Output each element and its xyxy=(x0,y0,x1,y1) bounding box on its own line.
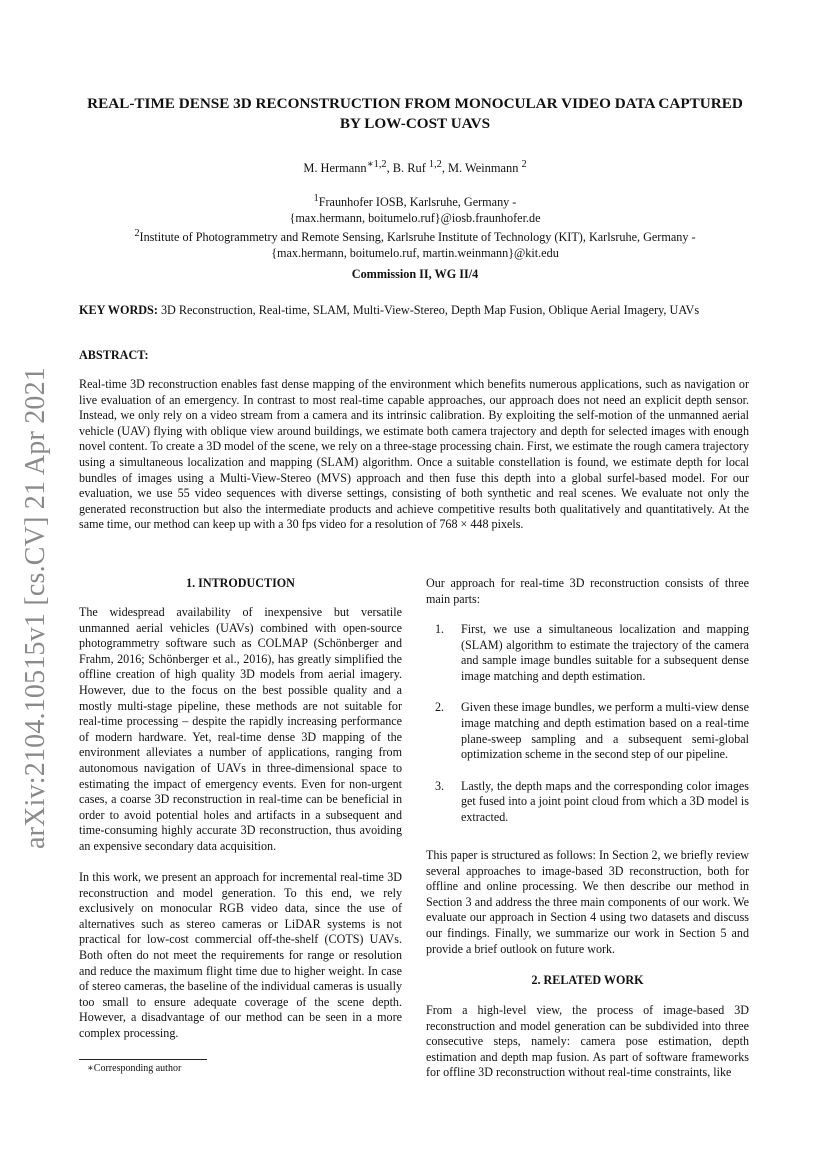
affiliation-text: Fraunhofer IOSB, Karlsruhe, Germany - xyxy=(318,195,517,210)
affiliations xyxy=(80,191,750,261)
keywords-text: 3D Reconstruction, Real-time, SLAM, Multi-View-Stereo, Depth Map Fusion, Oblique Aerial Imagery, UAVs xyxy=(160,303,700,317)
author-affiliation-mark: ∗1,2 xyxy=(366,159,387,170)
list-item xyxy=(426,700,749,762)
contribution-list xyxy=(426,622,749,842)
list-item-text: Given these image bundles, we perform a multi-view dense image matching and depth estimation based on a real-time plane-sweep sampling and a subsequent semi-global optimization scheme in the second step of our pipeline. xyxy=(461,700,749,762)
commission: Commission II, WG II/4 xyxy=(351,267,479,281)
keywords xyxy=(79,303,759,318)
list-item xyxy=(426,622,749,684)
author-name: , B. Ruf xyxy=(386,161,429,176)
footnote: ∗Corresponding author xyxy=(87,1063,182,1074)
section-heading-introduction: 1. INTRODUCTION xyxy=(186,576,295,590)
affiliation-email: {max.hermann, boitumelo.ruf, martin.weinmann}@kit.edu xyxy=(271,245,559,260)
list-item-number: 1. xyxy=(435,622,445,636)
list-item-text: Lastly, the depth maps and the corresponding color images get fused into a joint point cloud from which a 3D model is extracted. xyxy=(461,778,749,824)
list-item-number: 2. xyxy=(435,700,445,715)
arxiv-identifier[interactable]: arXiv:2104.10515v1 [cs.CV] 21 Apr 2021 xyxy=(20,366,51,850)
keywords-label: KEY WORDS: xyxy=(79,303,158,317)
author-name: , M. Weinmann xyxy=(441,161,522,176)
section-heading-related-work: 2. RELATED WORK xyxy=(531,973,644,987)
author-affiliation-mark: 2 xyxy=(521,159,527,170)
author-name: M. Hermann xyxy=(303,161,367,176)
list-item-text: First, we use a simultaneous localization and mapping (SLAM) algorithm to estimate the trajectory of the camera and sample image bundles suitable for a subsequent dense image matching and depth estimation. xyxy=(461,622,749,683)
abstract-text: Real-time 3D reconstruction enables fast dense mapping of the environment which benefits numerous applications, such as navigation or live evaluation of an emergency. In contrast to most real-time capable approaches, our approach does not need an explicit depth sensor. Instead, we only rely on a video stream from a camera and its intrinsic calibration. By exploiting the self-motion of the unmanned aerial vehicle (UAV) flying with oblique view around buildings, we estimate both camera trajectory and depth for selected images with enough novel content. To create a 3D model of the scene, we rely on a three-stage processing chain. First, we estimate the rough camera trajectory using a simultaneous localization and mapping (SLAM) algorithm. Once a suitable constellation is found, we estimate depth for local bundles of images using a Multi-View-Stereo (MVS) approach and then fuse this depth into a global surfel-based model. For our evaluation, we use 55 video sequences with diverse settings, consisting of both synthetic and real scenes. We evaluate not only the generated reconstruction but also the intermediate products and achieve competitive results both qualitatively and quantitatively. At the same time, our method can keep up with a 30 fps video for a resolution of 768 × 448 pixels. xyxy=(79,377,749,532)
affiliation-mark: 1 xyxy=(313,193,319,204)
list-item xyxy=(426,779,749,826)
affiliation-text: Institute of Photogrammetry and Remote Sensing, Karlsruhe Institute of Technology (KIT), Karlsruhe, Germany - xyxy=(139,230,696,245)
intro-paragraph-2: In this work, we present an approach for incremental real-time 3D reconstruction and model generation. To this end, we rely exclusively on monocular RGB video data, since the use of alternatives such as stereo cameras or LiDAR systems is not practical for low-cost commercial off-the-shelf (COTS) UAVs. Both often do not meet the requirements for range or resolution and reduce the maximum flight time due to higher weight. In case of stereo cameras, the baseline of the individual cameras is usually too small to ensure adequate coverage of the scene depth. However, a disadvantage of our method can be seen in a more complex processing. xyxy=(79,870,402,1040)
affiliation-email: {max.hermann, boitumelo.ruf}@iosb.fraunhofer.de xyxy=(289,210,541,225)
footnote-divider xyxy=(79,1059,207,1060)
author-list xyxy=(80,158,750,176)
related-work-paragraph-1: From a high-level view, the process of image-based 3D reconstruction and model generation can be subdivided into three consecutive steps, namely: camera pose estimation, depth estimation and depth map fusion. As part of software frameworks for offline 3D reconstruction without real-time constraints, like xyxy=(426,1003,749,1080)
list-item-number: 3. xyxy=(435,778,445,793)
affiliation-mark: 2 xyxy=(134,228,140,240)
intro-paragraph-1: The widespread availability of inexpensive but versatile unmanned aerial vehicles (UAVs) combined with open-source photogrammetry software such as COLMAP (Schönberger and Frahm, 2016; Schönberger et al., 2016), has greatly simplified the offline creation of high quality 3D models from aerial imagery. However, due to the focus on the best possible quality and a mostly multi-stage pipeline, these methods are not suitable for real-time processing – despite the rapidly increasing performance of modern hardware. Yet, real-time dense 3D mapping of the environment alleviates a number of applications, ranging from autonomous navigation of UAVs in three-dimensional space to estimating the impact of emergency events. Even for non-urgent cases, a coarse 3D reconstruction in real-time can be beneficial in order to avoid potential holes and artifacts in a subsequent and time-consuming highly accurate 3D reconstruction, thus avoiding an expensive secondary data acquisition. xyxy=(79,605,402,853)
intro-paragraph-4: This paper is structured as follows: In Section 2, we briefly review several approaches to image-based 3D reconstruction, both for offline and online processing. We then describe our method in Section 3 and address the three main components of our work. We evaluate our approach in Section 4 using two datasets and discuss our findings. Finally, we summarize our work in Section 5 and provide a brief outlook on future work. xyxy=(426,848,749,956)
abstract-heading: ABSTRACT: xyxy=(79,348,149,362)
intro-paragraph-3: Our approach for real-time 3D reconstruction consists of three main parts: xyxy=(426,576,749,606)
paper-title: REAL-TIME DENSE 3D RECONSTRUCTION FROM MONOCULAR VIDEO DATA CAPTURED BY LOW-COST UAVS xyxy=(87,95,743,132)
author-affiliation-mark: 1,2 xyxy=(428,159,442,170)
